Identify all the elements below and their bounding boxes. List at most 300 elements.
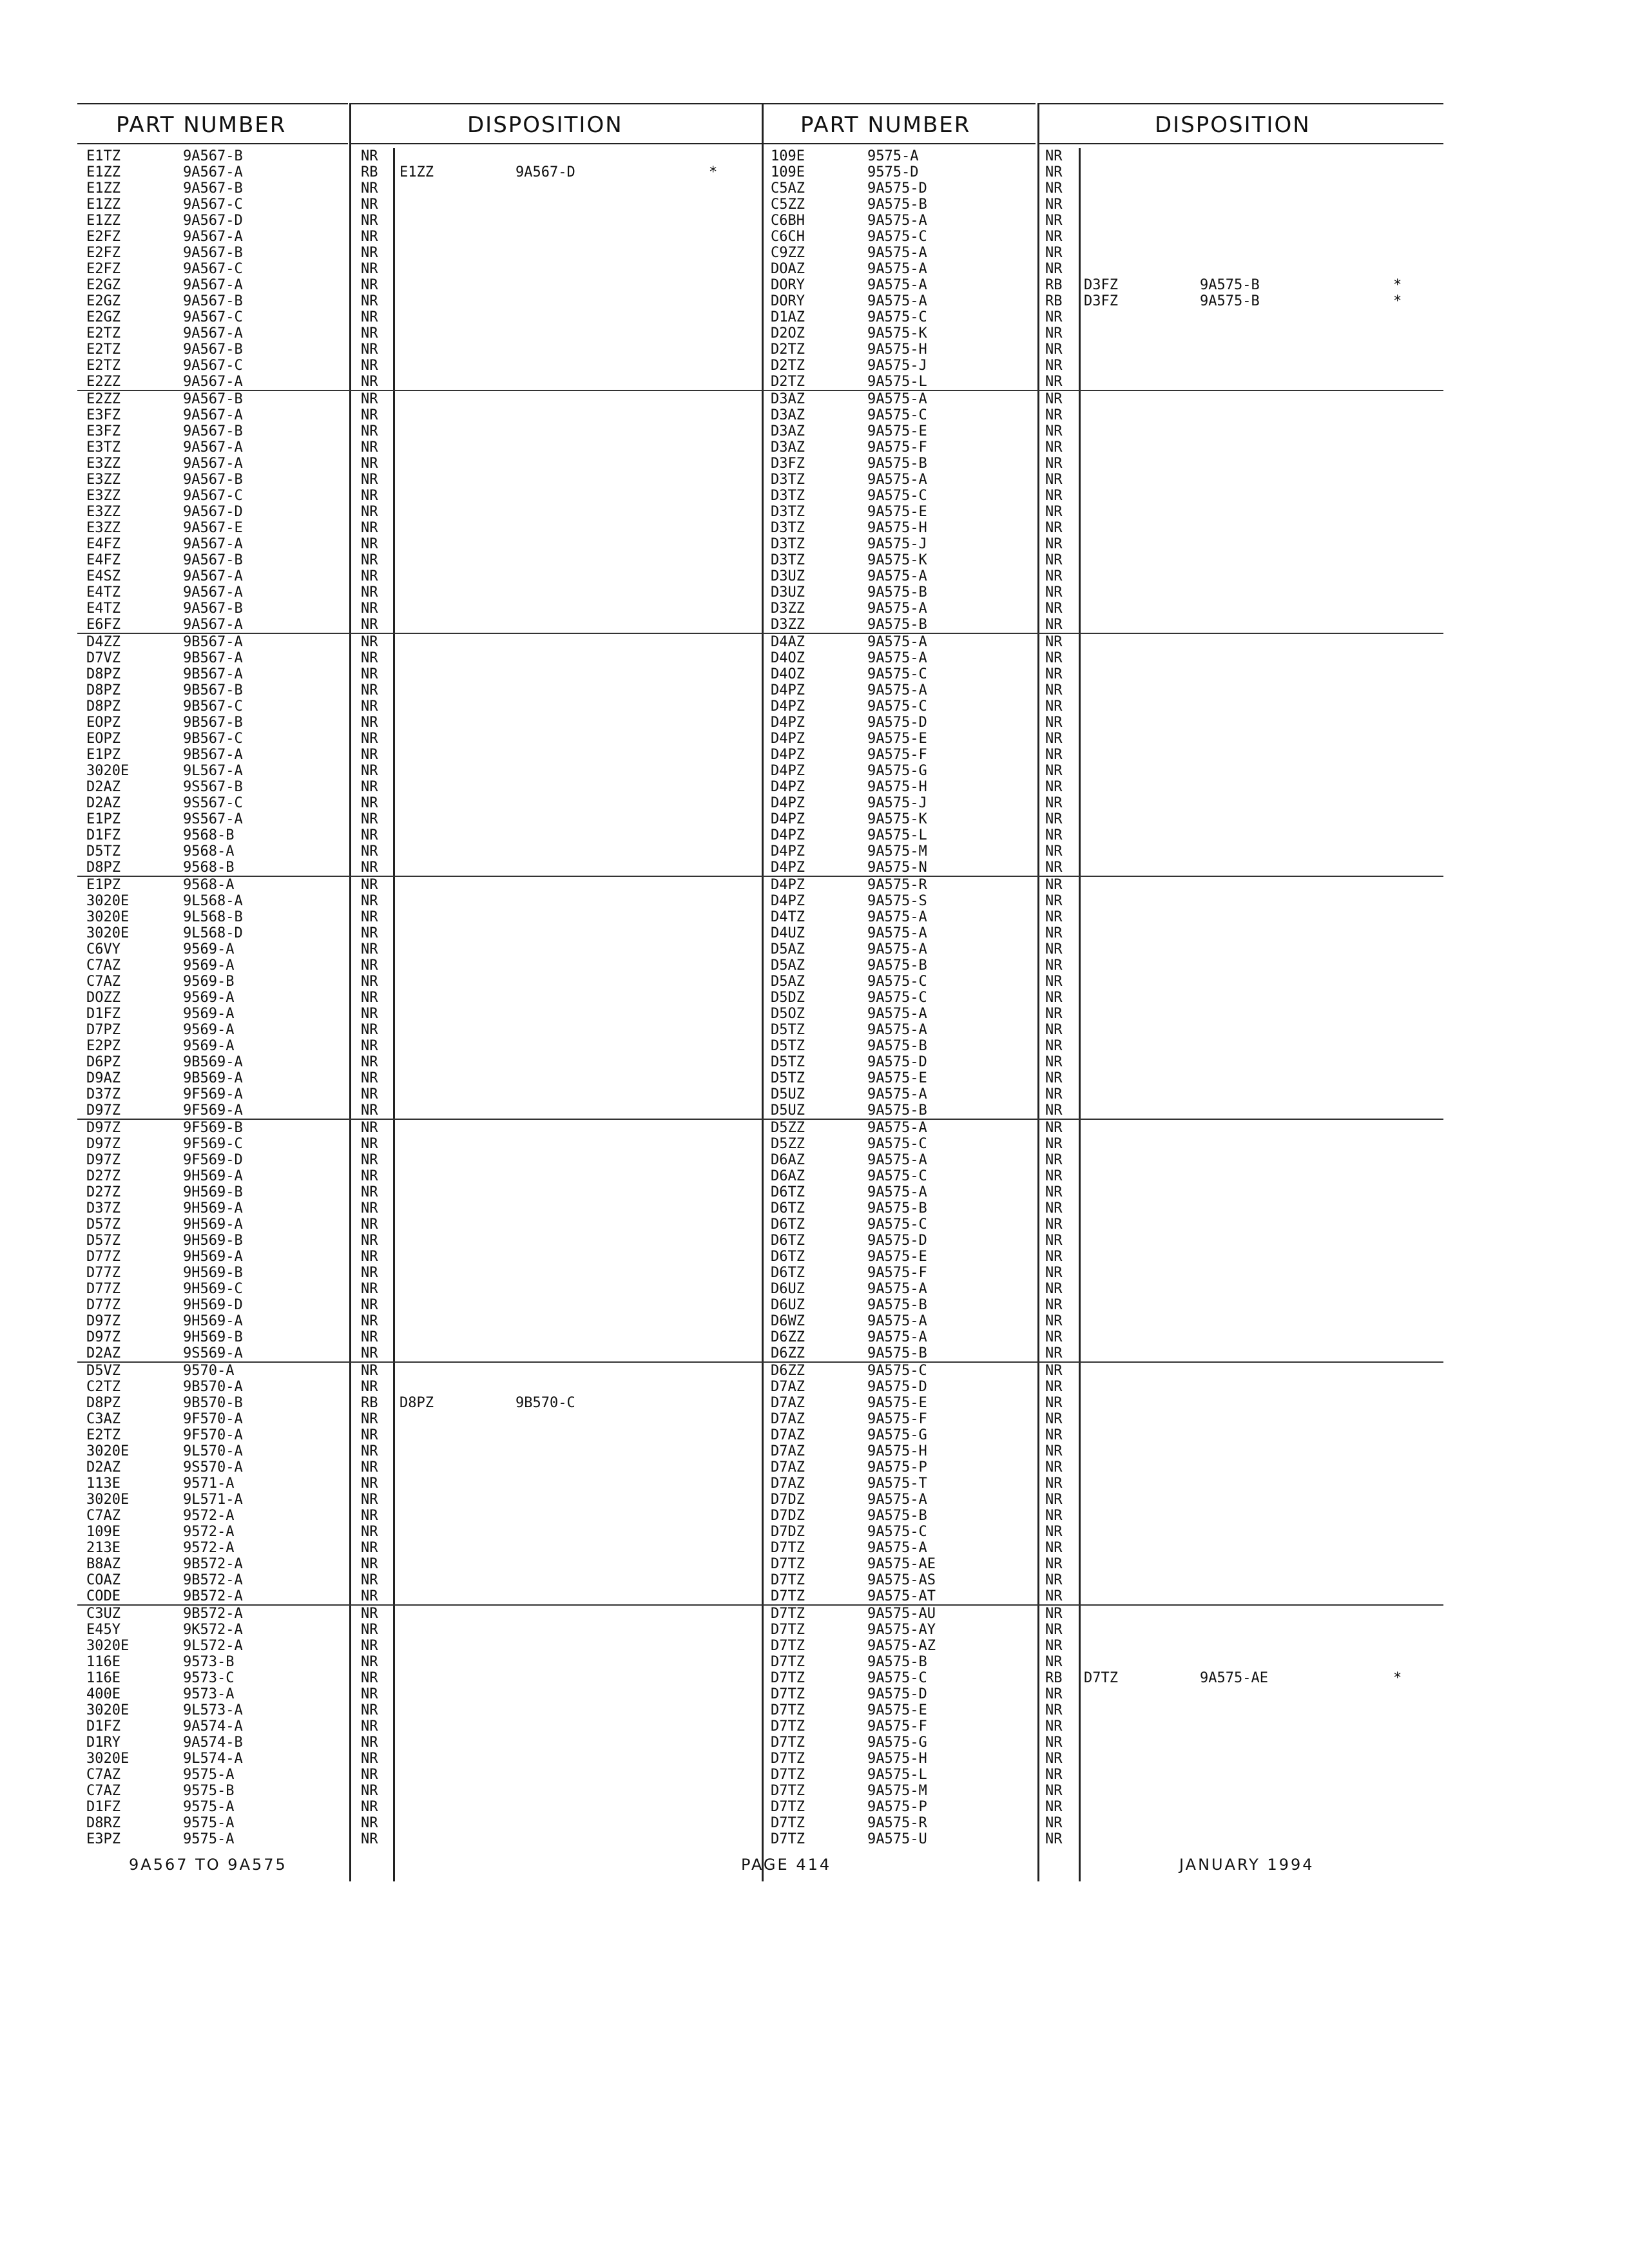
part-number: 9H569-B bbox=[183, 1233, 243, 1249]
table-row bbox=[77, 650, 764, 666]
disposition-code: NR bbox=[1045, 1297, 1063, 1313]
disposition-code: NR bbox=[1045, 1702, 1063, 1718]
part-number: 9A575-A bbox=[867, 1006, 927, 1022]
disposition-code: RB bbox=[361, 164, 378, 180]
disposition-code: NR bbox=[361, 1572, 378, 1588]
table-row bbox=[762, 715, 1443, 731]
disposition-code: NR bbox=[361, 1540, 378, 1556]
part-prefix: D77Z bbox=[86, 1297, 120, 1313]
part-prefix: E3PZ bbox=[86, 1831, 120, 1847]
disposition-code: NR bbox=[361, 504, 378, 520]
part-prefix: D6ZZ bbox=[771, 1329, 805, 1345]
part-prefix: C5AZ bbox=[771, 180, 805, 197]
disposition-code: NR bbox=[361, 925, 378, 941]
part-prefix: D5AZ bbox=[771, 974, 805, 990]
disposition-code: NR bbox=[1045, 439, 1063, 456]
table-row bbox=[762, 1136, 1443, 1152]
disposition-code: NR bbox=[1045, 1363, 1063, 1379]
part-number: 9A575-C bbox=[867, 974, 927, 990]
table-row bbox=[77, 472, 764, 488]
table-row bbox=[77, 277, 764, 293]
part-number: 9A575-AS bbox=[867, 1572, 936, 1588]
part-prefix: E2GZ bbox=[86, 277, 120, 293]
part-number: 9A574-B bbox=[183, 1735, 243, 1751]
table-row bbox=[762, 876, 1443, 893]
table-row bbox=[77, 1313, 764, 1329]
part-number: 9F569-C bbox=[183, 1136, 243, 1152]
part-prefix: EOPZ bbox=[86, 715, 120, 731]
part-prefix: C7AZ bbox=[86, 1767, 120, 1783]
table-row bbox=[762, 1411, 1443, 1427]
part-prefix: D6ZZ bbox=[771, 1363, 805, 1379]
disposition-code: NR bbox=[361, 1120, 378, 1136]
part-number: 9A567-B bbox=[183, 180, 243, 197]
part-number: 9A575-P bbox=[867, 1799, 927, 1815]
disposition-code: RB bbox=[1045, 277, 1063, 293]
table-row bbox=[762, 358, 1443, 374]
part-prefix: D2AZ bbox=[86, 1345, 120, 1361]
disposition-code: NR bbox=[1045, 925, 1063, 941]
part-prefix: D5TZ bbox=[86, 843, 120, 860]
part-number: 9S567-B bbox=[183, 779, 243, 795]
disposition-code: NR bbox=[361, 407, 378, 423]
part-number-header bbox=[762, 103, 1036, 144]
part-prefix: E4FZ bbox=[86, 552, 120, 568]
part-number: 9A575-G bbox=[867, 1427, 927, 1443]
part-prefix: D3ZZ bbox=[771, 601, 805, 617]
table-row bbox=[77, 407, 764, 423]
disposition-code: NR bbox=[1045, 584, 1063, 601]
table-row bbox=[762, 1361, 1443, 1379]
part-number: 9A575-A bbox=[867, 634, 927, 650]
table-row bbox=[77, 1556, 764, 1572]
disposition-code: NR bbox=[1045, 245, 1063, 261]
disposition-code: NR bbox=[1045, 1815, 1063, 1831]
table-row bbox=[762, 617, 1443, 633]
table-row bbox=[77, 504, 764, 520]
disposition-code: NR bbox=[361, 1767, 378, 1783]
part-prefix: C7AZ bbox=[86, 957, 120, 974]
disposition-code: NR bbox=[1045, 990, 1063, 1006]
disposition-code: NR bbox=[1045, 1831, 1063, 1847]
disposition-code: NR bbox=[1045, 1622, 1063, 1638]
table-row bbox=[77, 617, 764, 633]
table-row bbox=[762, 472, 1443, 488]
table-row bbox=[77, 1379, 764, 1395]
disposition-code: NR bbox=[1045, 407, 1063, 423]
disposition-code: NR bbox=[1045, 1329, 1063, 1345]
disposition-code: NR bbox=[361, 1054, 378, 1070]
table-row bbox=[762, 1216, 1443, 1233]
part-number: 9575-B bbox=[183, 1783, 235, 1799]
disposition-code: NR bbox=[361, 325, 378, 341]
part-number: 9A575-A bbox=[867, 1086, 927, 1102]
table-row bbox=[762, 1345, 1443, 1361]
disposition-code: NR bbox=[1045, 843, 1063, 860]
part-prefix: 3020E bbox=[86, 893, 130, 909]
part-number: 9B569-A bbox=[183, 1070, 243, 1086]
part-prefix: E4TZ bbox=[86, 601, 120, 617]
disposition-code: NR bbox=[1045, 1427, 1063, 1443]
disposition-code: NR bbox=[361, 536, 378, 552]
part-prefix: D7AZ bbox=[771, 1443, 805, 1459]
part-number: 9A575-D bbox=[867, 1379, 927, 1395]
part-number: 9A575-F bbox=[867, 439, 927, 456]
table-row bbox=[77, 1427, 764, 1443]
part-prefix: D3TZ bbox=[771, 536, 805, 552]
part-prefix: D7AZ bbox=[771, 1475, 805, 1492]
part-prefix: D5DZ bbox=[771, 990, 805, 1006]
table-row bbox=[762, 1751, 1443, 1767]
disposition-code: NR bbox=[361, 1654, 378, 1670]
part-prefix: D6TZ bbox=[771, 1233, 805, 1249]
table-row bbox=[762, 682, 1443, 698]
part-number: 9A575-T bbox=[867, 1475, 927, 1492]
part-number: 9L574-A bbox=[183, 1751, 243, 1767]
disposition-code: NR bbox=[1045, 893, 1063, 909]
part-prefix: D4PZ bbox=[771, 893, 805, 909]
part-prefix: E2FZ bbox=[86, 229, 120, 245]
part-prefix: D7TZ bbox=[771, 1718, 805, 1735]
disposition-code: NR bbox=[1045, 1540, 1063, 1556]
part-number: 9H569-A bbox=[183, 1249, 243, 1265]
table-row bbox=[762, 1281, 1443, 1297]
part-number: 9A575-B bbox=[867, 1297, 927, 1313]
disposition-code: NR bbox=[361, 1022, 378, 1038]
disposition-code: NR bbox=[1045, 827, 1063, 843]
table-row bbox=[77, 229, 764, 245]
part-prefix: D7AZ bbox=[771, 1395, 805, 1411]
disposition-code: NR bbox=[1045, 650, 1063, 666]
part-number-header-label: PART NUMBER bbox=[116, 112, 287, 138]
part-prefix: C2TZ bbox=[86, 1379, 120, 1395]
disposition-code: NR bbox=[1045, 148, 1063, 164]
part-prefix: EOPZ bbox=[86, 731, 120, 747]
part-prefix: D4PZ bbox=[771, 731, 805, 747]
part-prefix: D4AZ bbox=[771, 634, 805, 650]
part-number: 9A575-B bbox=[867, 584, 927, 601]
table-row bbox=[762, 1249, 1443, 1265]
part-number: 9A567-C bbox=[183, 358, 243, 374]
part-prefix: E2GZ bbox=[86, 309, 120, 325]
table-row bbox=[762, 974, 1443, 990]
table-row bbox=[762, 811, 1443, 827]
table-row bbox=[762, 779, 1443, 795]
part-number: 9A567-C bbox=[183, 261, 243, 277]
right-table bbox=[762, 103, 1443, 1881]
table-row bbox=[77, 909, 764, 925]
part-number: 9A575-L bbox=[867, 1767, 927, 1783]
part-prefix: D7TZ bbox=[771, 1767, 805, 1783]
part-prefix: E1ZZ bbox=[86, 180, 120, 197]
disposition-code: NR bbox=[1045, 860, 1063, 876]
disposition-code: NR bbox=[1045, 1395, 1063, 1411]
table-row bbox=[77, 1540, 764, 1556]
part-number: 9A567-B bbox=[183, 552, 243, 568]
part-prefix: E2TZ bbox=[86, 325, 120, 341]
table-row bbox=[77, 293, 764, 309]
part-number: 9A567-A bbox=[183, 277, 243, 293]
part-number: 9A575-R bbox=[867, 1815, 927, 1831]
part-prefix: B8AZ bbox=[86, 1556, 120, 1572]
disposition-code: NR bbox=[1045, 1799, 1063, 1815]
disposition-code: NR bbox=[361, 391, 378, 407]
part-number: 9A567-A bbox=[183, 374, 243, 390]
part-number: 9A575-A bbox=[867, 909, 927, 925]
part-number: 9575-A bbox=[183, 1767, 235, 1783]
table-row bbox=[762, 456, 1443, 472]
part-number: 9F570-A bbox=[183, 1411, 243, 1427]
part-number: 9A575-M bbox=[867, 1783, 927, 1799]
disposition-code: NR bbox=[1045, 617, 1063, 633]
disposition-code: NR bbox=[361, 520, 378, 536]
part-number: 9A567-C bbox=[183, 309, 243, 325]
part-number: 9A567-A bbox=[183, 164, 243, 180]
part-prefix: E3FZ bbox=[86, 407, 120, 423]
table-row bbox=[762, 925, 1443, 941]
table-row bbox=[77, 1329, 764, 1345]
table-row bbox=[762, 1152, 1443, 1168]
part-number: 9B572-A bbox=[183, 1588, 243, 1604]
table-row bbox=[77, 941, 764, 957]
disposition-code: NR bbox=[1045, 1200, 1063, 1216]
table-row bbox=[762, 1168, 1443, 1184]
table-row bbox=[77, 1459, 764, 1475]
part-number: 9A575-B bbox=[867, 1654, 927, 1670]
disposition-code: NR bbox=[1045, 456, 1063, 472]
table-row bbox=[762, 390, 1443, 407]
table-row bbox=[77, 1702, 764, 1718]
part-number: 9S570-A bbox=[183, 1459, 243, 1475]
part-number: 9B569-A bbox=[183, 1054, 243, 1070]
part-prefix: D5TZ bbox=[771, 1070, 805, 1086]
part-number: 9A575-N bbox=[867, 860, 927, 876]
table-row bbox=[77, 1102, 764, 1119]
part-number: 9A575-B bbox=[867, 1200, 927, 1216]
disposition-code: NR bbox=[361, 1102, 378, 1119]
table-row bbox=[77, 1168, 764, 1184]
table-row bbox=[77, 1638, 764, 1654]
table-row bbox=[77, 633, 764, 650]
part-prefix: 109E bbox=[86, 1524, 120, 1540]
replacement-number: 9B570-C bbox=[516, 1395, 575, 1411]
part-prefix: D7TZ bbox=[771, 1638, 805, 1654]
part-prefix: D4UZ bbox=[771, 925, 805, 941]
part-number: 9H569-A bbox=[183, 1168, 243, 1184]
disposition-code: NR bbox=[361, 1070, 378, 1086]
disposition-code: NR bbox=[1045, 1588, 1063, 1604]
disposition-code: NR bbox=[1045, 1508, 1063, 1524]
disposition-code: NR bbox=[1045, 1735, 1063, 1751]
part-prefix: E1ZZ bbox=[86, 197, 120, 213]
part-prefix: D4PZ bbox=[771, 763, 805, 779]
part-prefix: D7TZ bbox=[771, 1702, 805, 1718]
part-number: 9A567-A bbox=[183, 456, 243, 472]
part-number: 9A575-AZ bbox=[867, 1638, 936, 1654]
disposition-code: NR bbox=[1045, 601, 1063, 617]
disposition-code: NR bbox=[1045, 1120, 1063, 1136]
disposition-code: NR bbox=[361, 990, 378, 1006]
part-number: 9570-A bbox=[183, 1363, 235, 1379]
part-number: 9H569-C bbox=[183, 1281, 243, 1297]
disposition-code: NR bbox=[1045, 795, 1063, 811]
part-number: 9569-A bbox=[183, 941, 235, 957]
part-number: 9A567-B bbox=[183, 423, 243, 439]
part-number: 9F569-B bbox=[183, 1120, 243, 1136]
table-row bbox=[762, 229, 1443, 245]
table-row bbox=[77, 374, 764, 390]
disposition-code: NR bbox=[361, 877, 378, 893]
table-row bbox=[77, 715, 764, 731]
part-number: 9575-A bbox=[867, 148, 919, 164]
table-row bbox=[762, 1443, 1443, 1459]
disposition-code: NR bbox=[361, 617, 378, 633]
table-row bbox=[762, 148, 1443, 164]
part-number: 9A575-C bbox=[867, 229, 927, 245]
disposition-code: NR bbox=[1045, 974, 1063, 990]
disposition-code: NR bbox=[1045, 1492, 1063, 1508]
part-number: 9L571-A bbox=[183, 1492, 243, 1508]
part-number: 9A567-D bbox=[183, 213, 243, 229]
table-row bbox=[77, 1735, 764, 1751]
part-prefix: E3ZZ bbox=[86, 456, 120, 472]
part-number: 9A575-H bbox=[867, 341, 927, 358]
replacement-number: 9A575-B bbox=[1200, 277, 1260, 293]
part-prefix: 109E bbox=[771, 148, 805, 164]
disposition-code: NR bbox=[361, 1427, 378, 1443]
table-row bbox=[762, 568, 1443, 584]
part-prefix: C3AZ bbox=[86, 1411, 120, 1427]
part-number: 9569-A bbox=[183, 1038, 235, 1054]
table-row bbox=[762, 164, 1443, 180]
part-prefix: D7AZ bbox=[771, 1459, 805, 1475]
table-row bbox=[77, 795, 764, 811]
disposition-header-label: DISPOSITION bbox=[467, 112, 623, 138]
part-prefix: D6AZ bbox=[771, 1152, 805, 1168]
part-prefix: D6TZ bbox=[771, 1184, 805, 1200]
disposition-code: NR bbox=[361, 180, 378, 197]
table-row bbox=[762, 1265, 1443, 1281]
table-row bbox=[762, 1022, 1443, 1038]
part-number: 9575-A bbox=[183, 1799, 235, 1815]
table-row bbox=[77, 860, 764, 876]
part-prefix: D77Z bbox=[86, 1265, 120, 1281]
disposition-code: NR bbox=[361, 1735, 378, 1751]
disposition-code: NR bbox=[361, 1459, 378, 1475]
part-prefix: E1TZ bbox=[86, 148, 120, 164]
part-number: 9A575-E bbox=[867, 1702, 927, 1718]
part-prefix: D5AZ bbox=[771, 941, 805, 957]
part-number: 9B567-A bbox=[183, 666, 243, 682]
part-prefix: D7TZ bbox=[771, 1751, 805, 1767]
table-row bbox=[762, 731, 1443, 747]
disposition-code: NR bbox=[361, 860, 378, 876]
part-number: 9H569-A bbox=[183, 1313, 243, 1329]
disposition-code: NR bbox=[1045, 1086, 1063, 1102]
part-prefix: D77Z bbox=[86, 1281, 120, 1297]
part-prefix: D1RY bbox=[86, 1735, 120, 1751]
table-row bbox=[762, 1718, 1443, 1735]
table-row bbox=[762, 1054, 1443, 1070]
part-prefix: D1FZ bbox=[86, 827, 120, 843]
part-number: 9A575-K bbox=[867, 325, 927, 341]
table-row bbox=[762, 1686, 1443, 1702]
part-number: 9A575-C bbox=[867, 990, 927, 1006]
disposition-code: NR bbox=[1045, 164, 1063, 180]
table-row bbox=[762, 1815, 1443, 1831]
disposition-code: NR bbox=[1045, 763, 1063, 779]
disposition-code: NR bbox=[1045, 1686, 1063, 1702]
part-prefix: D2AZ bbox=[86, 795, 120, 811]
part-number: 9573-C bbox=[183, 1670, 235, 1686]
table-row bbox=[77, 261, 764, 277]
part-number: 9A575-C bbox=[867, 698, 927, 715]
disposition-code: NR bbox=[361, 1363, 378, 1379]
part-number: 9F569-D bbox=[183, 1152, 243, 1168]
table-row bbox=[77, 1216, 764, 1233]
part-prefix: 3020E bbox=[86, 1443, 130, 1459]
part-number: 9A575-A bbox=[867, 682, 927, 698]
part-number: 9A575-R bbox=[867, 877, 927, 893]
table-row bbox=[762, 1670, 1443, 1686]
disposition-code: NR bbox=[1045, 325, 1063, 341]
table-row bbox=[762, 698, 1443, 715]
table-row bbox=[77, 1297, 764, 1313]
disposition-code: NR bbox=[361, 309, 378, 325]
part-number: 9A567-B bbox=[183, 293, 243, 309]
part-number: 9A575-C bbox=[867, 1136, 927, 1152]
part-number: 9S567-C bbox=[183, 795, 243, 811]
disposition-code: RB bbox=[361, 1395, 378, 1411]
part-number: 9L570-A bbox=[183, 1443, 243, 1459]
disposition-code: RB bbox=[1045, 293, 1063, 309]
table-row bbox=[77, 957, 764, 974]
part-number: 9572-A bbox=[183, 1524, 235, 1540]
table-row bbox=[77, 893, 764, 909]
table-row bbox=[77, 552, 764, 568]
part-prefix: D3AZ bbox=[771, 407, 805, 423]
disposition-code: NR bbox=[361, 1686, 378, 1702]
part-prefix: E45Y bbox=[86, 1622, 120, 1638]
part-prefix: DOZZ bbox=[86, 990, 120, 1006]
part-prefix: E2TZ bbox=[86, 358, 120, 374]
part-number: 9A575-C bbox=[867, 488, 927, 504]
disposition-code: NR bbox=[361, 601, 378, 617]
disposition-code: NR bbox=[361, 1216, 378, 1233]
disposition-code: NR bbox=[361, 698, 378, 715]
part-prefix: D7AZ bbox=[771, 1411, 805, 1427]
part-prefix: E2ZZ bbox=[86, 391, 120, 407]
disposition-code: NR bbox=[1045, 341, 1063, 358]
table-row bbox=[762, 1233, 1443, 1249]
part-prefix: D8PZ bbox=[86, 666, 120, 682]
disposition-code: NR bbox=[1045, 536, 1063, 552]
part-prefix: D7TZ bbox=[771, 1783, 805, 1799]
disposition-code: NR bbox=[361, 1006, 378, 1022]
table-row bbox=[762, 860, 1443, 876]
part-number: 9F570-A bbox=[183, 1427, 243, 1443]
part-number: 9A575-C bbox=[867, 666, 927, 682]
part-prefix: E2GZ bbox=[86, 293, 120, 309]
disposition-code: NR bbox=[1045, 1718, 1063, 1735]
part-prefix: D5TZ bbox=[771, 1022, 805, 1038]
table-row bbox=[77, 1152, 764, 1168]
part-prefix: E1PZ bbox=[86, 877, 120, 893]
part-prefix: D4TZ bbox=[771, 909, 805, 925]
disposition-code: NR bbox=[1045, 1006, 1063, 1022]
part-number: 9A575-A bbox=[867, 1281, 927, 1297]
part-prefix: D4PZ bbox=[771, 698, 805, 715]
